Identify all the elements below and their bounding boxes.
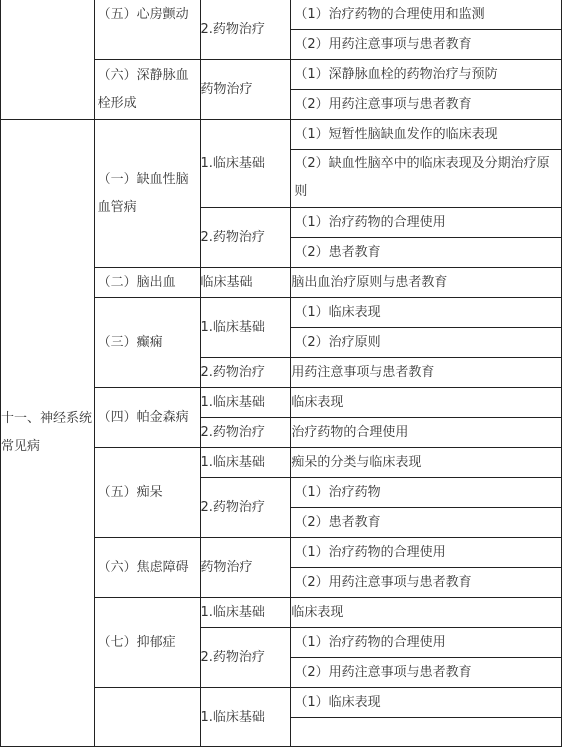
item-text: （2）用药注意事项与患者教育: [291, 658, 562, 688]
section-title-cell-prev: [1, 0, 95, 120]
disease-name: （三）癫痫: [94, 298, 200, 388]
section-title: 十一、神经系统常见病: [1, 120, 95, 747]
disease-name: （七）抑郁症: [94, 598, 200, 688]
disease-name: （二）脑出血: [94, 268, 200, 298]
disease-name: （六）深静脉血栓形成: [94, 60, 200, 120]
disease-name: （五）痴呆: [94, 448, 200, 538]
table-row: [1, 120, 562, 150]
item-text: （2）患者教育: [291, 238, 562, 268]
item-text: （1）治疗药物的合理使用: [291, 538, 562, 568]
item-text: （2）用药注意事项与患者教育: [291, 90, 562, 120]
item-text: （1）临床表现: [291, 298, 562, 328]
subsection-label: 2.药物治疗: [200, 0, 291, 60]
item-text: 临床表现: [291, 598, 562, 628]
subsection-label: 1.临床基础: [200, 448, 291, 478]
item-text: （1）治疗药物的合理使用和监测: [291, 0, 562, 30]
item-text: （2）用药注意事项与患者教育: [291, 568, 562, 598]
subsection-label: 2.药物治疗: [200, 628, 291, 688]
item-text: 临床表现: [291, 388, 562, 418]
subsection-label: 2.药物治疗: [200, 478, 291, 538]
subsection-label: 临床基础: [200, 268, 291, 298]
item-text: （2）患者教育: [291, 508, 562, 538]
item-text: （1）治疗药物的合理使用: [291, 208, 562, 238]
item-text: （1）临床表现: [291, 688, 562, 718]
disease-name: （一）缺血性脑血管病: [94, 120, 200, 268]
item-text: （1）治疗药物: [291, 478, 562, 508]
subsection-label: 1.临床基础: [200, 120, 291, 208]
subsection-label: 药物治疗: [200, 60, 291, 120]
item-text: （1）治疗药物的合理使用: [291, 628, 562, 658]
item-text: （2）缺血性脑卒中的临床表现及分期治疗原则: [291, 150, 562, 208]
disease-name: （六）焦虑障碍: [94, 538, 200, 598]
item-text: 用药注意事项与患者教育: [291, 358, 562, 388]
item-text: （1）深静脉血栓的药物治疗与预防: [291, 60, 562, 90]
table-row: [1, 0, 562, 30]
subsection-label: 药物治疗: [200, 538, 291, 598]
subsection-label: 1.临床基础: [200, 388, 291, 418]
disease-name: （五）心房颤动: [94, 0, 200, 60]
item-text: （1）短暂性脑缺血发作的临床表现: [291, 120, 562, 150]
item-text: （2）用药注意事项与患者教育: [291, 30, 562, 60]
disease-name-cut: [94, 688, 200, 747]
item-text: 脑出血治疗原则与患者教育: [291, 268, 562, 298]
subsection-label: 2.药物治疗: [200, 358, 291, 388]
item-text: 痴呆的分类与临床表现: [291, 448, 562, 478]
item-text: 治疗药物的合理使用: [291, 418, 562, 448]
subsection-label: 1.临床基础: [200, 688, 291, 747]
subsection-label: 1.临床基础: [200, 598, 291, 628]
subsection-label: 2.药物治疗: [200, 208, 291, 268]
disease-name: （四）帕金森病: [94, 388, 200, 448]
subsection-label: 2.药物治疗: [200, 418, 291, 448]
item-text-empty: [291, 718, 562, 747]
item-text: （2）治疗原则: [291, 328, 562, 358]
subsection-label: 1.临床基础: [200, 298, 291, 358]
